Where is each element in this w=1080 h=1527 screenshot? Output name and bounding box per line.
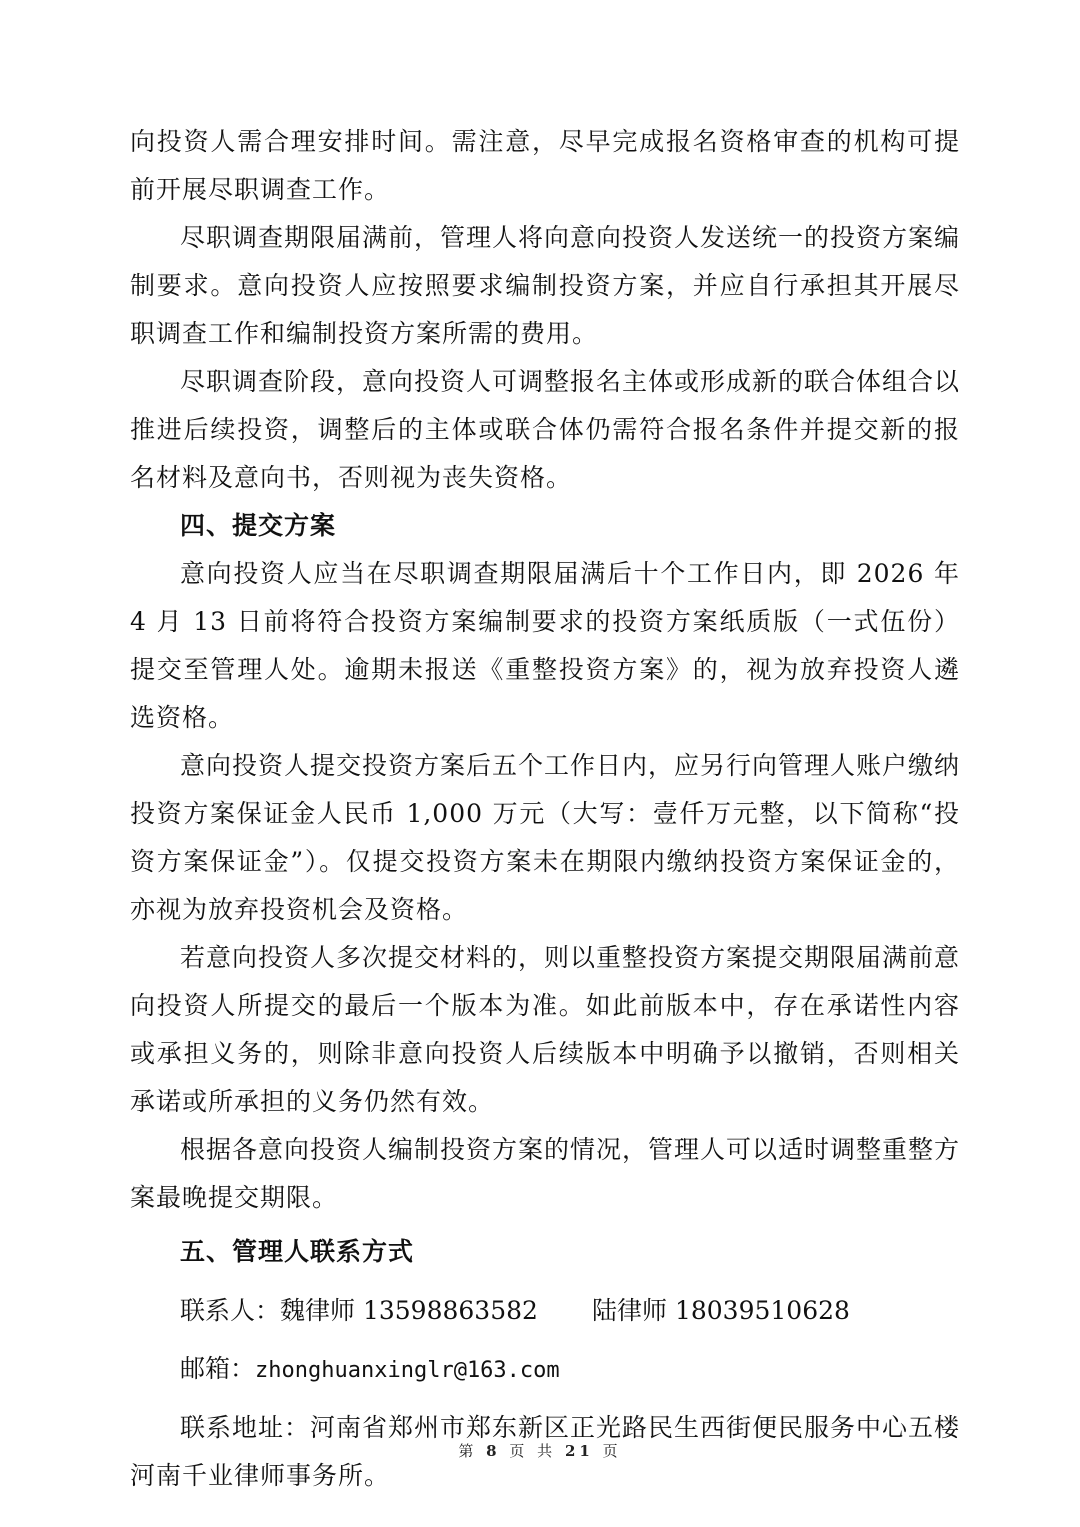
page-footer (0, 1440, 1080, 1461)
paragraph-time-arrangement: 向投资人需合理安排时间。需注意，尽早完成报名资格审查的机构可提前开展尽职调查工作。 (130, 127, 960, 204)
contact-label: 联系人： (180, 1296, 281, 1325)
email-label: 邮箱： (180, 1354, 256, 1383)
paragraph-address: 联系地址：河南省郑州市郑东新区正光路民生西街便民服务中心五楼河南千业律师事务所。 (130, 1413, 961, 1490)
footer-total-pages: 21 (564, 1442, 594, 1460)
paragraph-submit-deadline: 意向投资人应当在尽职调查期限届满后十个工作日内，即 2026 年 4 月 13 日前将符合投资方案编制要求的投资方案纸质版（一式伍份）提交至管理人处。逾期未报送《重整投资方案》的，视为放弃投资人遴选资格。 (130, 559, 960, 732)
footer-page-number: 8 (486, 1442, 501, 1460)
paragraph-multiple-submissions: 若意向投资人多次提交材料的，则以重整投资方案提交期限届满前意向投资人所提交的最后一个版本为准。如此前版本中，存在承诺性内容或承担义务的，则除非意向投资人后续版本中明确予以撤销，否则相关承诺或所承担的义务仍然有效。 (130, 943, 961, 1116)
paragraph-deadline-adjustment: 根据各意向投资人编制投资方案的情况，管理人可以适时调整重整方案最晚提交期限。 (130, 1135, 961, 1212)
document-page (130, 118, 960, 1500)
email-row (130, 1340, 960, 1400)
email-address: zhonghuanxinglr@163.com (255, 1358, 560, 1383)
footer-prefix: 第 (458, 1442, 478, 1460)
paragraph-plan-requirements: 尽职调查期限届满前，管理人将向意向投资人发送统一的投资方案编制要求。意向投资人应按照要求编制投资方案，并应自行承担其开展尽职调查工作和编制投资方案所需的费用。 (130, 223, 961, 348)
contact-row (130, 1282, 960, 1340)
paragraph-deposit: 意向投资人提交投资方案后五个工作日内，应另行向管理人账户缴纳投资方案保证金人民币 1,000 万元（大写：壹仟万元整，以下简称“投资方案保证金”）。仅提交投资方案未在期限内缴纳投资方案保证金的，亦视为放弃投资机会及资格。 (130, 751, 961, 924)
contact-wei: 魏律师 13598863582 (280, 1296, 538, 1325)
paragraph-adjust-subject: 尽职调查阶段，意向投资人可调整报名主体或形成新的联合体组合以推进后续投资，调整后的主体或联合体仍需符合报名条件并提交新的报名材料及意向书，否则视为丧失资格。 (130, 367, 961, 492)
section-heading-contact: 五、管理人联系方式 (180, 1237, 415, 1266)
section-heading-submit-plan: 四、提交方案 (180, 511, 337, 540)
footer-suffix: 页 (602, 1442, 622, 1460)
footer-middle: 页 共 (509, 1442, 557, 1460)
contact-lu: 陆律师 18039510628 (592, 1296, 850, 1325)
contact-primary (180, 1282, 538, 1340)
